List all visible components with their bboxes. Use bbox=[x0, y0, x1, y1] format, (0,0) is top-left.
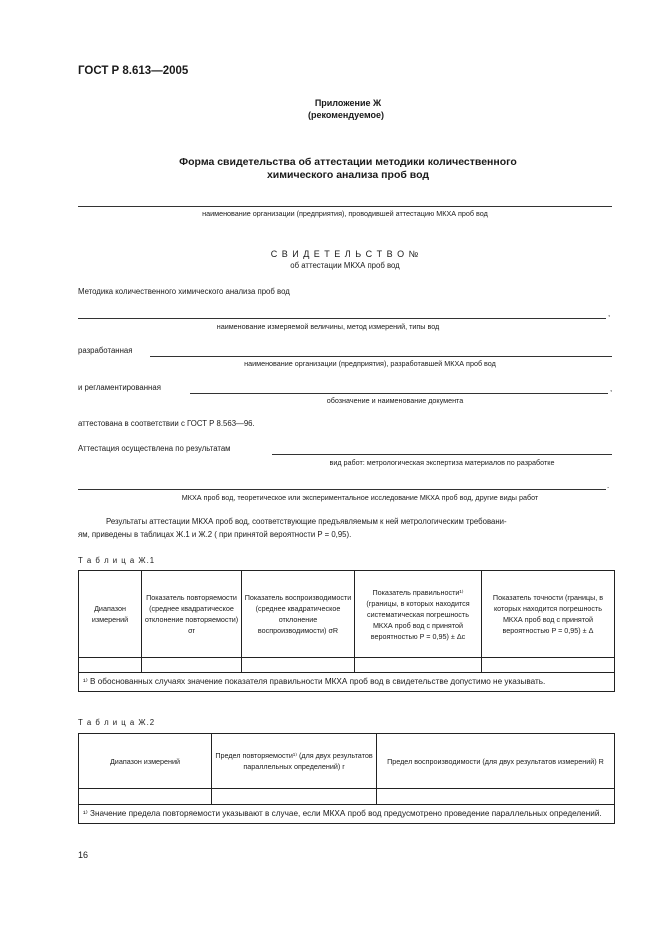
table2-header-reproducibility-limit: Предел воспроизводимости (для двух результатов измерений) R bbox=[377, 734, 615, 789]
table1-footnote: ¹⁾ В обоснованных случаях значение показателя правильности МКХА проб вод в свидетельстве допустимо не указывать. bbox=[79, 673, 615, 692]
table1-header-range: Диапазон измерений bbox=[79, 571, 142, 658]
regulated-comma: , bbox=[610, 384, 613, 393]
attestation-label: Аттестация осуществлена по результатам bbox=[78, 444, 231, 453]
org-caption: наименование организации (предприятия), проводившей аттестацию МКХА проб вод bbox=[202, 209, 488, 218]
attestation-caption1: вид работ: метрологическая экспертиза материалов по разработке bbox=[329, 458, 555, 467]
appendix-subtitle: (рекомендуемое) bbox=[308, 110, 384, 120]
regulated-line bbox=[190, 393, 608, 394]
certificate-subtitle: об аттестации МКХА проб вод bbox=[290, 261, 400, 270]
table2-caption: Т а б л и ц а Ж.2 bbox=[78, 718, 156, 727]
method-comma: , bbox=[608, 309, 611, 318]
org-line bbox=[78, 206, 612, 207]
method-line bbox=[78, 318, 606, 319]
document-header: ГОСТ Р 8.613—2005 bbox=[78, 65, 189, 77]
form-title-line2: химического анализа проб вод bbox=[266, 169, 430, 181]
table1-cell bbox=[79, 658, 142, 673]
developed-caption: наименование организации (предприятия), разработавшей МКХА проб вод bbox=[244, 359, 496, 368]
table-zh2 bbox=[78, 733, 615, 824]
table2-cell bbox=[79, 789, 212, 805]
table1-header-reproducibility: Показатель воспроизводимости (среднее квадратическое отклонение воспроизводимости) σR bbox=[242, 571, 355, 658]
table1-caption: Т а б л и ц а Ж.1 bbox=[78, 556, 156, 565]
method-label: Методика количественного химического анализа проб вод bbox=[78, 287, 290, 296]
attestation-dot: . bbox=[607, 481, 610, 490]
table1-cell bbox=[482, 658, 615, 673]
table2-cell bbox=[212, 789, 377, 805]
appendix-title: Приложение Ж bbox=[314, 98, 382, 108]
table1-cell bbox=[142, 658, 242, 673]
results-paragraph-line1: Результаты аттестации МКХА проб вод, соответствующие предъявляемым к ней метрологическим требовани- bbox=[106, 517, 507, 526]
table1-header-accuracy: Показатель точности (границы, в которых находится погрешность МКХА проб вод с принятой вероятностью P = 0,95) ± Δ bbox=[482, 571, 615, 658]
table2-header-range: Диапазон измерений bbox=[79, 734, 212, 789]
table1-header-trueness: Показатель правильности¹⁾ (границы, в которых находится систематическая погрешность МКХА проб вод с принятой вероятностью P = 0,95) ± Δc bbox=[355, 571, 482, 658]
developed-line bbox=[150, 356, 612, 357]
attestation-line2 bbox=[78, 489, 606, 490]
page-number: 16 bbox=[78, 850, 89, 860]
developed-label: разработанная bbox=[78, 346, 133, 355]
certified-text: аттестована в соответствии с ГОСТ Р 8.563—96. bbox=[78, 419, 255, 428]
regulated-label: и регламентированная bbox=[78, 383, 161, 392]
measured-caption: наименование измеряемой величины, метод измерений, типы вод bbox=[216, 322, 440, 331]
results-paragraph-line2: ям, приведены в таблицах Ж.1 и Ж.2 ( при принятой вероятности P = 0,95). bbox=[78, 530, 352, 539]
certificate-title: С В И Д Е Т Е Л Ь С Т В О № bbox=[270, 249, 420, 259]
table1-cell bbox=[355, 658, 482, 673]
table2-cell bbox=[377, 789, 615, 805]
regulated-caption: обозначение и наименование документа bbox=[326, 396, 464, 405]
table1-cell bbox=[242, 658, 355, 673]
form-title-line1: Форма свидетельства об аттестации методики количественного bbox=[179, 156, 517, 168]
attestation-line1 bbox=[272, 454, 612, 455]
attestation-caption2: МКХА проб вод, теоретическое или экспериментальное исследование МКХА проб вод, другие виды работ bbox=[181, 493, 539, 502]
table2-header-repeatability-limit: Предел повторяемости¹⁾ (для двух результатов параллельных определений) r bbox=[212, 734, 377, 789]
table-zh1 bbox=[78, 570, 615, 692]
table1-header-repeatability: Показатель повторяемости (среднее квадратическое отклонение повторяемости) σr bbox=[142, 571, 242, 658]
table2-footnote: ¹⁾ Значение предела повторяемости указывают в случае, если МКХА проб вод предусмотрено проведение параллельных определений. bbox=[79, 805, 615, 824]
